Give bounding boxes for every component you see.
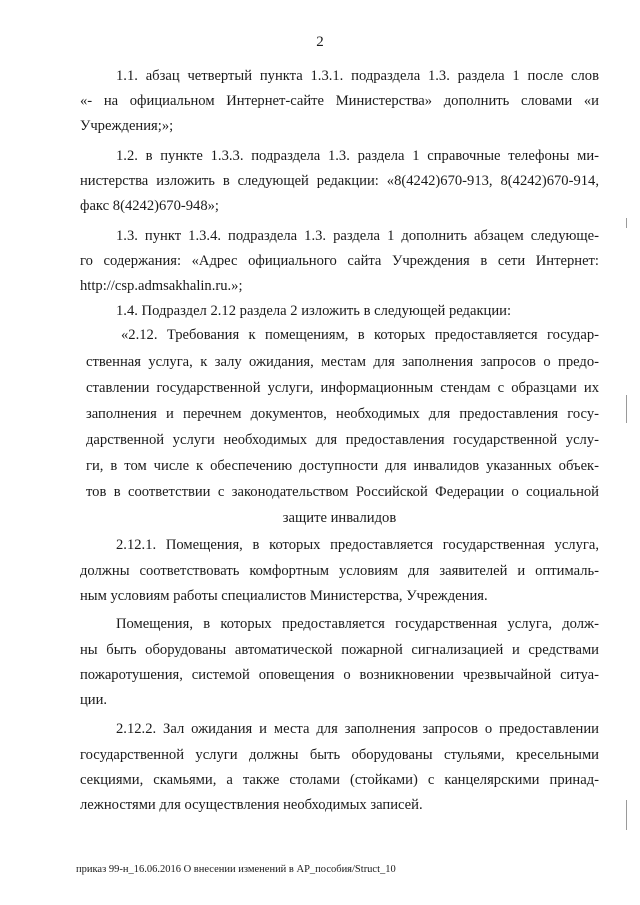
text-line: пожаротушения, системой оповещения о возникновении чрезвычайной ситуа- — [80, 667, 599, 683]
text-line: 1.3. пункт 1.3.4. подраздела 1.3. раздела 1 дополнить абзацем следующе- — [116, 228, 599, 244]
text-line: 2.12.2. Зал ожидания и места для заполнения запросов о предоставлении — [116, 721, 599, 737]
text-line: ции. — [80, 692, 108, 708]
text-line: Учреждения;»; — [80, 118, 174, 134]
document-footer: приказ 99-н_16.06.2016 О внесении изменений в АР_пособия/Struct_10 — [76, 864, 396, 875]
text-line: факс 8(4242)670-948»; — [80, 198, 219, 214]
text-line: го содержания: «Адрес официального сайта Учреждения в сети Интернет: — [80, 253, 599, 269]
text-line: ставлении государственной услуги, информационным стендам с образцами их — [86, 380, 599, 396]
text-line: ны быть оборудованы автоматической пожарной сигнализацией и средствами — [80, 642, 599, 658]
scan-edge-mark — [626, 218, 627, 228]
text-line: 1.1. абзац четвертый пункта 1.3.1. подраздела 1.3. раздела 1 после слов — [116, 68, 599, 84]
page-number: 2 — [316, 34, 324, 50]
text-line: Помещения, в которых предоставляется государственная услуга, долж- — [116, 616, 599, 632]
text-line: 2.12.1. Помещения, в которых предоставляется государственная услуга, — [116, 537, 599, 553]
text-line: ственная услуга, к залу ожидания, местам для заполнения запросов о предо- — [86, 354, 599, 370]
text-line: нистерства изложить в следующей редакции: «8(4242)670-913, 8(4242)670-914, — [80, 173, 599, 189]
section-heading-end: защите инвалидов — [282, 510, 397, 526]
scan-edge-mark — [626, 395, 627, 423]
text-line: государственной услуги должны быть оборудованы стульями, кресельными — [80, 747, 599, 763]
text-line: http://csp.admsakhalin.ru.»; — [80, 278, 243, 294]
text-line: «- на официальном Интернет-сайте Министерства» дополнить словами «и — [80, 93, 599, 109]
scan-edge-mark — [626, 800, 627, 830]
text-line: 1.2. в пункте 1.3.3. подраздела 1.3. раздела 1 справочные телефоны ми- — [116, 148, 599, 164]
text-line: секциями, скамьями, а также столами (стойками) с канцелярскими принад- — [80, 772, 599, 788]
text-line: 1.4. Подраздел 2.12 раздела 2 изложить в следующей редакции: — [116, 303, 512, 319]
text-line: тов в соответствии с законодательством Российской Федерации о социальной — [86, 484, 599, 500]
text-line: ным условиям работы специалистов Министерства, Учреждения. — [80, 588, 488, 604]
text-line: ги, в том числе к обеспечению доступности для инвалидов указанных объек- — [86, 458, 599, 474]
text-line: заполнения и перечнем документов, необходимых для предоставления госу- — [86, 406, 599, 422]
text-line: «2.12. Требования к помещениям, в которых предоставляется государ- — [121, 327, 599, 343]
text-line: лежностями для осуществления необходимых записей. — [80, 797, 423, 813]
text-line: должны соответствовать комфортным условиям для заявителей и оптималь- — [80, 563, 599, 579]
text-line: дарственной услуги необходимых для предоставления государственной услу- — [86, 432, 599, 448]
